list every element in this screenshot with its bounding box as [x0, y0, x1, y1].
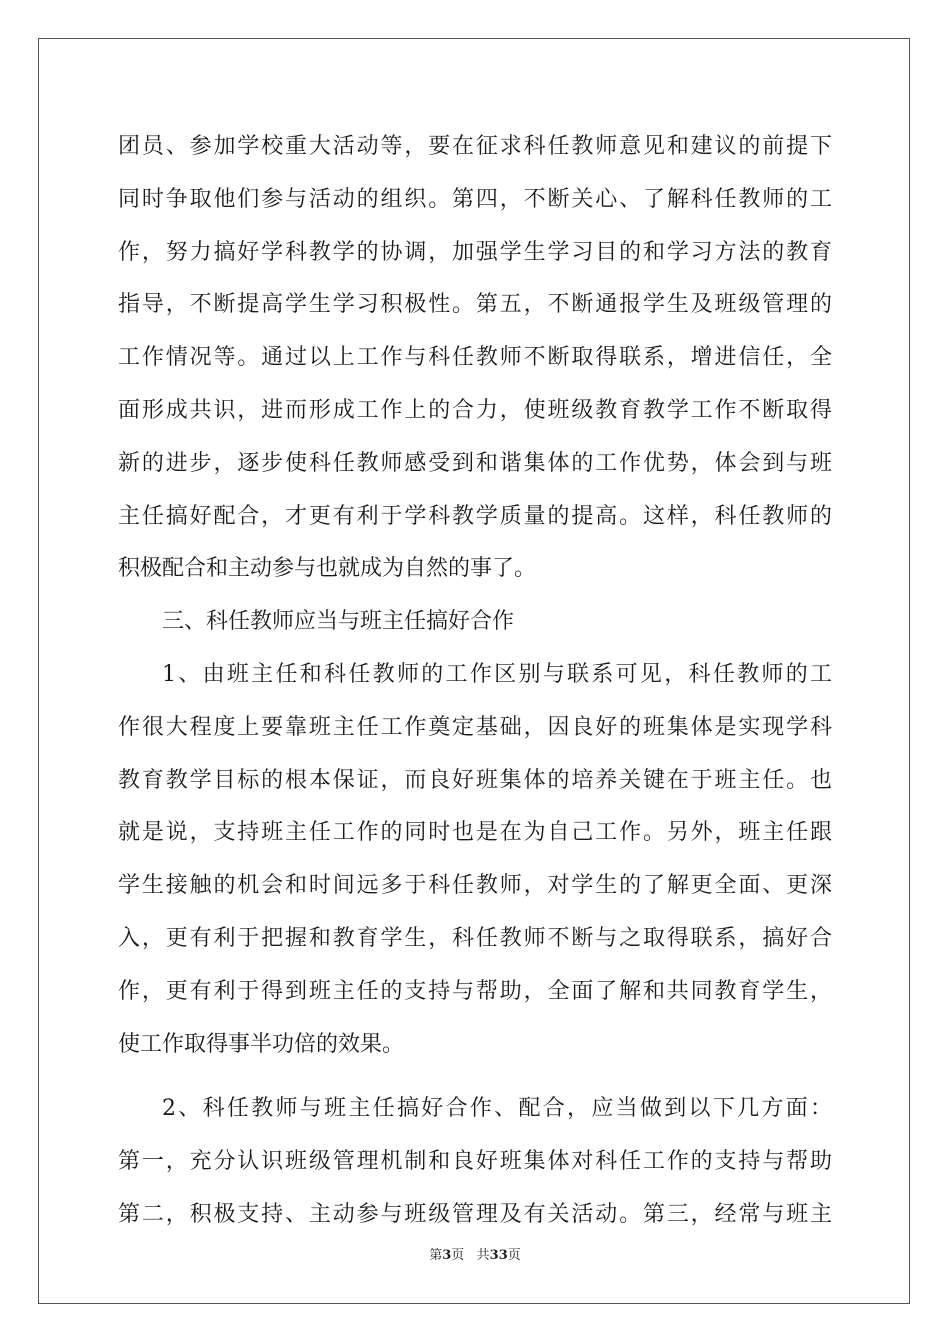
section-heading: 三、科任教师应当与班主任搞好合作 — [162, 609, 515, 635]
total-page-count: 33 — [489, 1248, 508, 1263]
document-body — [118, 121, 832, 1242]
text-line: 1、由班主任和科任教师的工作区别与联系可见，科任教师的工 — [162, 661, 832, 687]
text-line: 同时争取他们参与活动的组织。第四，不断关心、了解科任教师的工 — [118, 186, 832, 212]
text-line: 第二，积极支持、主动参与班级管理及有关活动。第三，经常与班主 — [118, 1201, 832, 1227]
text-line: 作很大程度上要靠班主任工作奠定基础，因良好的班集体是实现学科 — [118, 714, 832, 740]
text-line: 第一，充分认识班级管理机制和良好班集体对科任工作的支持与帮助 — [118, 1149, 832, 1175]
text-line: 就是说，支持班主任工作的同时也是在为自己工作。另外，班主任跟 — [118, 820, 832, 846]
text-line: 指导，不断提高学生学习积极性。第五，不断通报学生及班级管理的 — [118, 292, 832, 318]
current-page-number: 3 — [442, 1248, 452, 1263]
text-line: 工作情况等。通过以上工作与科任教师不断取得联系，增进信任，全 — [118, 345, 832, 371]
text-line: 面形成共识，进而形成工作上的合力，使班级教育教学工作不断取得 — [118, 397, 832, 423]
footer-mid: 页 共 — [451, 1248, 490, 1263]
text-line: 新的进步，逐步使科任教师感受到和谐集体的工作优势，体会到与班 — [118, 450, 832, 476]
text-line: 作，更有利于得到班主任的支持与帮助，全面了解和共同教育学生， — [118, 978, 832, 1004]
text-line: 入，更有利于把握和教育学生，科任教师不断与之取得联系，搞好合 — [118, 925, 832, 951]
footer-suffix: 页 — [507, 1248, 521, 1263]
page-number-footer — [0, 1244, 950, 1263]
text-line: 积极配合和主动参与也就成为自然的事了。 — [118, 556, 537, 582]
text-line: 2、科任教师与班主任搞好合作、配合，应当做到以下几方面： — [162, 1096, 832, 1122]
footer-prefix: 第 — [429, 1248, 443, 1263]
text-line: 教育教学目标的根本保证，而良好班集体的培养关键在于班主任。也 — [118, 767, 832, 793]
text-line: 主任搞好配合，才更有利于学科教学质量的提高。这样，科任教师的 — [118, 503, 832, 529]
text-line: 团员、参加学校重大活动等，要在征求科任教师意见和建议的前提下 — [118, 134, 832, 159]
text-line: 使工作取得事半功倍的效果。 — [118, 1031, 405, 1057]
text-line: 作，努力搞好学科教学的协调，加强学生学习目的和学习方法的教育 — [118, 239, 832, 265]
text-line: 学生接触的机会和时间远多于科任教师，对学生的了解更全面、更深 — [118, 873, 832, 899]
